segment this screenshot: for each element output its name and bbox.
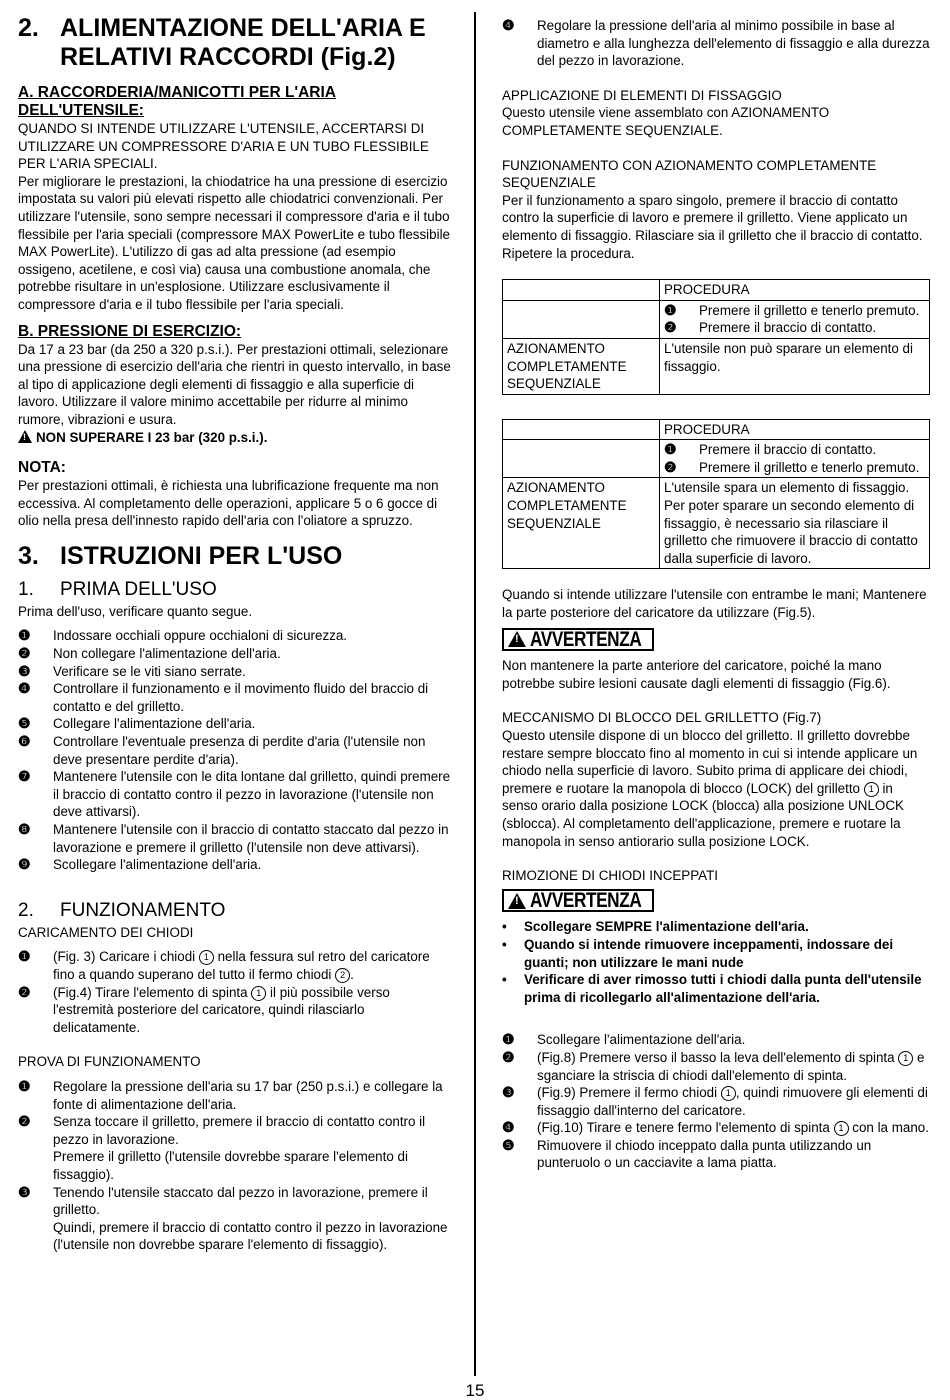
jam-removal-title: RIMOZIONE DI CHIODI INCEPPATI — [502, 868, 718, 884]
list-item: ❶ Scollegare l'alimentazione dell'aria. — [502, 1031, 746, 1048]
subsection-2-heading: 2. FUNZIONAMENTO — [18, 899, 226, 921]
application-text: Questo utensile viene assemblato con AZIONAMENTO COMPLETAMENTE SEQUENZIALE. — [502, 105, 830, 138]
list-item: ❷ Premere il braccio di contatto. — [664, 319, 877, 336]
subsection-a-title: A. RACCORDERIA/MANICOTTI PER L'ARIA DELL'UTENSILE: — [18, 84, 336, 119]
loading-title: CARICAMENTO DEI CHIODI — [18, 924, 194, 940]
page-number: 15 — [465, 1381, 485, 1400]
list-item: ❹ Controllare il funzionamento e il movimento fluido del braccio di contatto e del grilletto. — [18, 680, 429, 714]
trigger-lock-text: Questo utensile dispone di un blocco del grilletto. Il grilletto dovrebbe restare sempre bloccato fino al momento in cui si intende applicare un chiodo nella superficie di lavoro. Subito prima di applicare dei chiodi, premere e ruotare la manopola di blocco (LOCK) del grilletto 1 in senso orario dalla posizione LOCK (blocca) alla posizione UNLOCK (sblocca). Al completamento dell'applicazione, premere e ruotare la manopola in senso antiorario sulla posizione LOCK. — [502, 728, 918, 849]
warning-triangle-icon — [508, 893, 526, 909]
callout-number: 1 — [251, 986, 266, 1001]
list-item: ❷ Senza toccare il grilletto, premere il braccio di contatto contro il pezzo in lavorazione. Premere il grilletto (l'utensile dovrebbe sparare l'elemento di fissaggio). — [18, 1113, 426, 1182]
callout-number: 1 — [199, 950, 214, 965]
sequential-title: FUNZIONAMENTO CON AZIONAMENTO COMPLETAMENTE SEQUENZIALE — [502, 157, 877, 191]
section-3-title: ISTRUZIONI PER L'USO — [60, 541, 343, 570]
list-item: ❼ Mantenere l'utensile con le dita lontane dal grilletto, quindi premere il braccio di contatto contro il pezzo in lavorazione (l'utensile non deve attivarsi). — [18, 768, 451, 820]
list-item: • Quando si intende rimuovere inceppamenti, indossare dei guanti; non utilizzare le mani nude — [502, 936, 894, 970]
callout-number: 1 — [721, 1086, 736, 1101]
list-item: ❸ (Fig.9) Premere il fermo chiodi 1 , quindi rimuovere gli elementi di fissaggio dall'interno del caricatore. — [502, 1084, 928, 1118]
list-item: ❷ (Fig.4) Tirare l'elemento di spinta 1 il più possibile verso l'estremità posteriore del caricatore, quindi rilasciarlo delicatamente. — [18, 983, 390, 1035]
trigger-lock-title: MECCANISMO DI BLOCCO DEL GRILLETTO (Fig.7) — [502, 710, 822, 726]
subsection-a-text: Per migliorare le prestazioni, la chiodatrice ha una pressione di esercizio impostata su valori più elevati rispetto alle chiodatrici convenzionali. Per utilizzare l'utensile, sono sempre necessari il compressore d'aria e il tubo flessibile per l'aria speciali (compressore MAX PowerLite e tubo flessibile MAX PowerLite). L'utilizzo di gas ad alta pressione (ad esempio ossigeno, acetilene, e così via) causa una combustione anomala, che potrebbe risultare in un'esplosione. Utilizzare esclusivamente il compressore d'aria e il tubo flessibile per l'aria speciali. — [18, 173, 450, 312]
list-item: ❷ Non collegare l'alimentazione dell'aria. — [18, 645, 281, 662]
list-item: • Scollegare SEMPRE l'alimentazione dell'aria. — [502, 919, 809, 935]
before-use-list — [18, 627, 454, 873]
section-2-heading: 2. ALIMENTAZIONE DELL'ARIA E RELATIVI RACCORDI (Fig.2) — [18, 14, 454, 72]
warning-triangle-icon — [508, 631, 526, 647]
procedure-table-1 — [502, 279, 930, 395]
test-title: PROVA DI FUNZIONAMENTO — [18, 1054, 201, 1070]
list-item: ❶ Premere il grilletto e tenerlo premuto. — [664, 301, 920, 318]
two-hands-text: Quando si intende utilizzare l'utensile con entrambe le mani; Mantenere la parte posteriore del caricatore da utilizzare (Fig.5). — [502, 587, 927, 621]
list-item: ❶ Indossare occhiali oppure occhialoni di sicurezza. — [18, 627, 348, 644]
list-item: ❹ Regolare la pressione dell'aria al minimo possibile in base al diametro e alla lunghezza dell'elemento di fissaggio e alla durezza del pezzo in lavorazione. — [502, 17, 930, 69]
callout-number: 1 — [864, 782, 879, 797]
column-divider — [474, 12, 476, 1376]
subsection-a-caps: QUANDO SI INTENDE UTILIZZARE L'UTENSILE, ACCERTARSI DI UTILIZZARE UN COMPRESSORE D'ARIA E UN TUBO FLESSIBILE PER L'ARIA SPECIALI. — [18, 121, 429, 172]
nota-text: Per prestazioni ottimali, è richiesta una lubrificazione frequente ma non eccessiva. Al completamento delle operazioni, applicare 5 o 6 gocce di olio nella presa dell'innesto rapido dell'aria con l'oliatore a spruzzo. — [18, 478, 439, 529]
application-title: APPLICAZIONE DI ELEMENTI DI FISSAGGIO — [502, 87, 782, 103]
section-3-heading: 3. ISTRUZIONI PER L'USO — [18, 541, 343, 570]
warning-badge: ! AVVERTENZA — [502, 889, 654, 913]
warning-text: Non mantenere la parte anteriore del caricatore, poiché la mano potrebbe subire lesioni causate dagli elementi di fissaggio (Fig.6). — [502, 658, 891, 691]
list-item: ❶ (Fig. 3) Caricare i chiodi 1 nella fessura sul retro del caricatore fino a quando superano del tutto il fermo chiodi 2 . — [18, 948, 430, 982]
right-column — [502, 17, 930, 1172]
list-item: ❸ Verificare se le viti siano serrate. — [18, 662, 246, 679]
list-item: ❶ Regolare la pressione dell'aria su 17 bar (250 p.s.i.) e collegare la fonte di alimentazione dell'aria. — [18, 1077, 443, 1112]
nota-title: NOTA: — [18, 459, 66, 477]
procedure-result: L'utensile non può sparare un elemento di fissaggio. — [660, 338, 930, 394]
list-item: ❶ Premere il braccio di contatto. — [664, 441, 877, 458]
subsection-b-text: Da 17 a 23 bar (da 250 a 320 p.s.i.). Per prestazioni ottimali, selezionare una pressione di esercizio dell'aria che rientri in questo intervallo, in base al tipo di applicazione degli elementi di fissaggio e alla superficie di lavoro. Utilizzare il valore minimo accettabile per ridurre al minimo rumore, vibrazioni e usura. — [18, 341, 451, 427]
left-column — [18, 0, 454, 1254]
list-item: ❷ Premere il grilletto e tenerlo premuto. — [664, 458, 920, 475]
procedure-header: PROCEDURA — [660, 280, 930, 301]
before-use-intro: Prima dell'uso, verificare quanto segue. — [18, 603, 253, 619]
list-item: ❾ Scollegare l'alimentazione dell'aria. — [18, 856, 262, 873]
callout-number: 1 — [898, 1051, 913, 1066]
warning-triangle-icon — [18, 430, 32, 443]
list-item: ❹ (Fig.10) Tirare e tenere fermo l'elemento di spinta 1 con la mano. — [502, 1119, 929, 1136]
list-item: ❻ Controllare l'eventuale presenza di perdite d'aria (l'utensile non deve presentare perdite d'aria). — [18, 733, 426, 767]
mode-label: AZIONAMENTO COMPLETAMENTE SEQUENZIALE — [503, 338, 660, 394]
subsection-1-heading: 1. PRIMA DELL'USO — [18, 578, 217, 600]
callout-number: 1 — [834, 1121, 849, 1136]
sequential-text: Per il funzionamento a sparo singolo, premere il braccio di contatto contro la superficie di lavoro e premere il grilletto. Viene applicato un elemento di fissaggio. Rilasciare sia il grilletto che il braccio di contatto. Ripetere la procedura. — [502, 192, 923, 261]
section-2-title: ALIMENTAZIONE DELL'ARIA E RELATIVI RACCORDI (Fig.2) — [60, 14, 426, 71]
warning-badge: ! AVVERTENZA — [502, 628, 654, 652]
callout-number: 2 — [335, 968, 350, 983]
list-item: ❸ Tenendo l'utensile staccato dal pezzo in lavorazione, premere il grilletto. Quindi, premere il braccio di contatto contro il pezzo in lavorazione (l'utensile non dovrebbe sparare l'elemento di fissaggio). — [18, 1183, 448, 1253]
mode-label: AZIONAMENTO COMPLETAMENTE SEQUENZIALE — [503, 478, 660, 569]
list-item: ❽ Mantenere l'utensile con il braccio di contatto staccato dal pezzo in lavorazione e premere il grilletto (l'utensile non deve attivarsi). — [18, 821, 449, 855]
procedure-result: L'utensile spara un elemento di fissaggio. Per poter sparare un secondo elemento di fissaggio, è necessario sia rilasciare il grilletto che rimuovere il braccio di contatto dalla superficie di lavoro. — [660, 478, 930, 569]
subsection-b-title: B. PRESSIONE DI ESERCIZIO: — [18, 322, 242, 340]
list-item: ❷ (Fig.8) Premere verso il basso la leva dell'elemento di spinta 1 e sganciare la striscia di chiodi dall'elemento di spinta. — [502, 1048, 925, 1083]
list-item: ❺ Rimuovere il chiodo inceppato dalla punta utilizzando un punteruolo o un cacciavite a lama piatta. — [502, 1136, 872, 1171]
procedure-table-2 — [502, 419, 930, 570]
list-item: ❺ Collegare l'alimentazione dell'aria. — [18, 715, 256, 732]
list-item: • Verificare di aver rimosso tutti i chiodi dalla punta dell'utensile prima di ricollegarlo all'alimentazione dell'aria. — [502, 972, 922, 1005]
pressure-warning: !NON SUPERARE I 23 bar (320 p.s.i.). — [18, 429, 454, 447]
procedure-header: PROCEDURA — [660, 419, 930, 440]
